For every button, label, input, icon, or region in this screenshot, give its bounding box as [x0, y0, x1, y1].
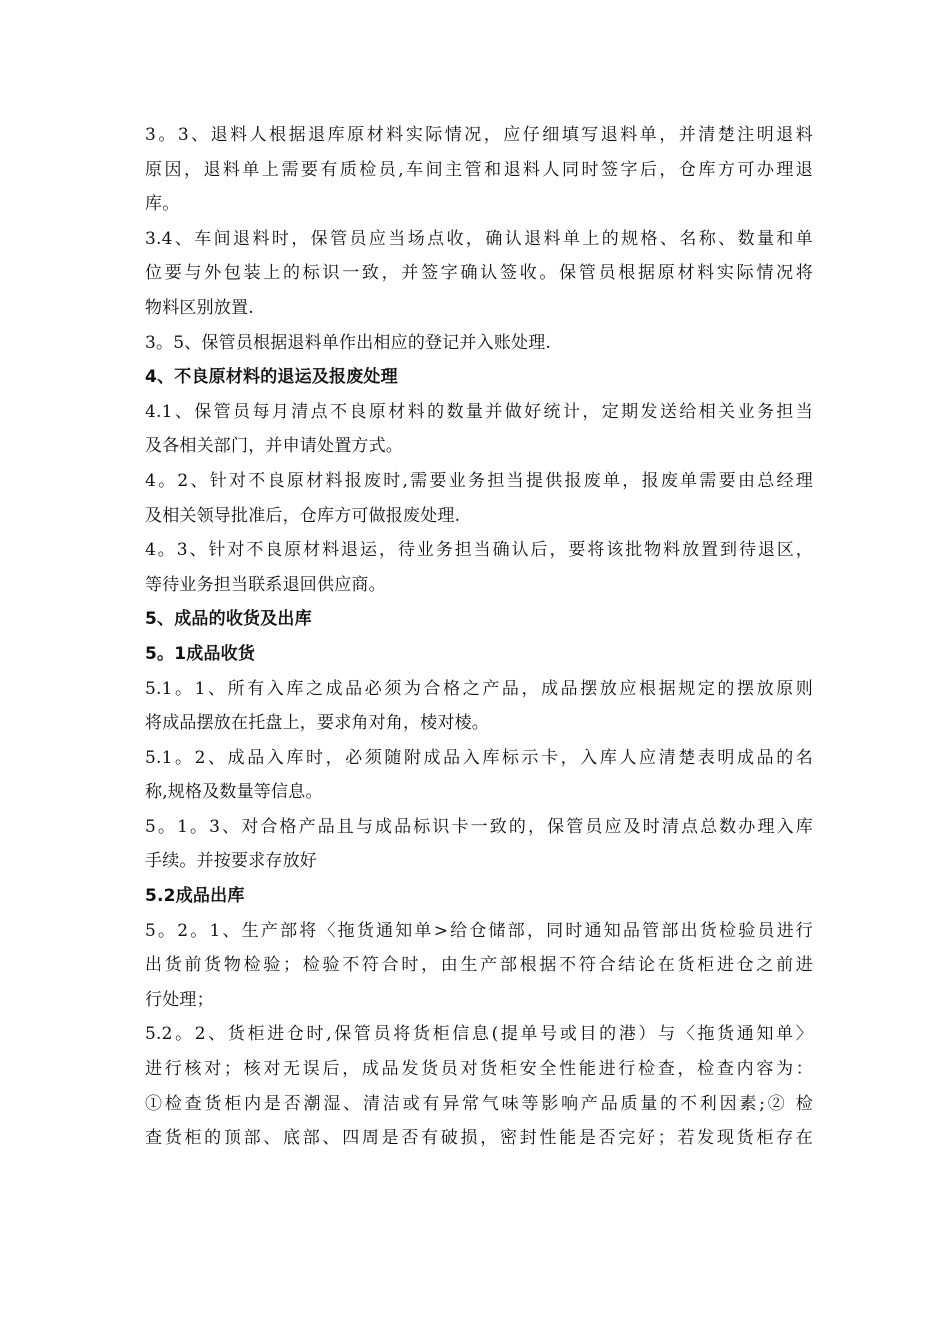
text-line: 5.1。1、所有入库之成品必须为合格之产品，成品摆放应根据规定的摆放原则 [145, 678, 813, 699]
text-line: 称,规格及数量等信息。 [145, 782, 323, 803]
text-line: 4.1、保管员每月清点不良原材料的数量并做好统计，定期发送给相关业务担当 [145, 401, 813, 422]
text-line: 5。1。3、对合格产品且与成品标识卡一致的，保管员应及时清点总数办理入库 [145, 816, 813, 837]
section-heading: 5。1成品收货 [145, 643, 256, 664]
text-line: 5。2。1、生产部将〈拖货通知单>给仓储部，同时通知品管部出货检验员进行 [145, 920, 813, 941]
section-heading: 5、成品的收货及出库 [145, 609, 312, 630]
text-line: 行处理； [145, 989, 214, 1010]
text-line: 手续。并按要求存放好 [145, 851, 317, 872]
text-line: 及相关领导批准后，仓库方可做报废处理. [145, 505, 461, 526]
text-line: 位要与外包装上的标识一致，并签字确认签收。保管员根据原材料实际情况将 [145, 263, 813, 284]
text-line: 库。 [145, 194, 180, 215]
text-line: 查货柜的顶部、底部、四周是否有破损，密封性能是否完好；若发现货柜存在 [145, 1128, 813, 1149]
text-line: 等待业务担当联系退回供应商。 [145, 574, 386, 595]
text-line: 物料区别放置. [145, 297, 254, 318]
text-line: 及各相关部门，并申请处置方式。 [145, 436, 403, 457]
text-line: 5.2。2、货柜进仓时,保管员将货柜信息(提单号或目的港）与〈拖货通知单〉 [145, 1024, 813, 1045]
text-line: 原因，退料单上需要有质检员,车间主管和退料人同时签字后，仓库方可办理退 [145, 159, 813, 180]
text-line: 出货前货物检验；检验不符合时，由生产部根据不符合结论在货柜进仓之前进 [145, 955, 813, 976]
text-line: 将成品摆放在托盘上，要求角对角，棱对棱。 [145, 713, 489, 734]
text-line: 3.4、车间退料时，保管员应当场点收，确认退料单上的规格、名称、数量和单 [145, 228, 813, 249]
text-line: 进行核对；核对无误后，成品发货员对货柜安全性能进行检查，检查内容为： [145, 1059, 813, 1080]
text-line: 4。2、针对不良原材料报废时,需要业务担当提供报废单，报废单需要由总经理 [145, 470, 813, 491]
text-line: 4。3、针对不良原材料退运，待业务担当确认后，要将该批物料放置到待退区， [145, 540, 813, 561]
text-line: 5.1。2、成品入库时，必须随附成品入库标示卡，入库人应清楚表明成品的名 [145, 747, 813, 768]
text-line: ①检查货柜内是否潮湿、清洁或有异常气味等影响产品质量的不利因素;② 检 [145, 1093, 813, 1114]
section-heading: 5.2成品出库 [145, 886, 245, 907]
document-body [145, 118, 813, 1156]
section-heading: 4、不良原材料的退运及报废处理 [145, 367, 398, 388]
text-line: 3。3、退料人根据退库原材料实际情况，应仔细填写退料单，并清楚注明退料 [145, 125, 813, 145]
text-line: 3。5、保管员根据退料单作出相应的登记并入账处理. [145, 332, 552, 353]
